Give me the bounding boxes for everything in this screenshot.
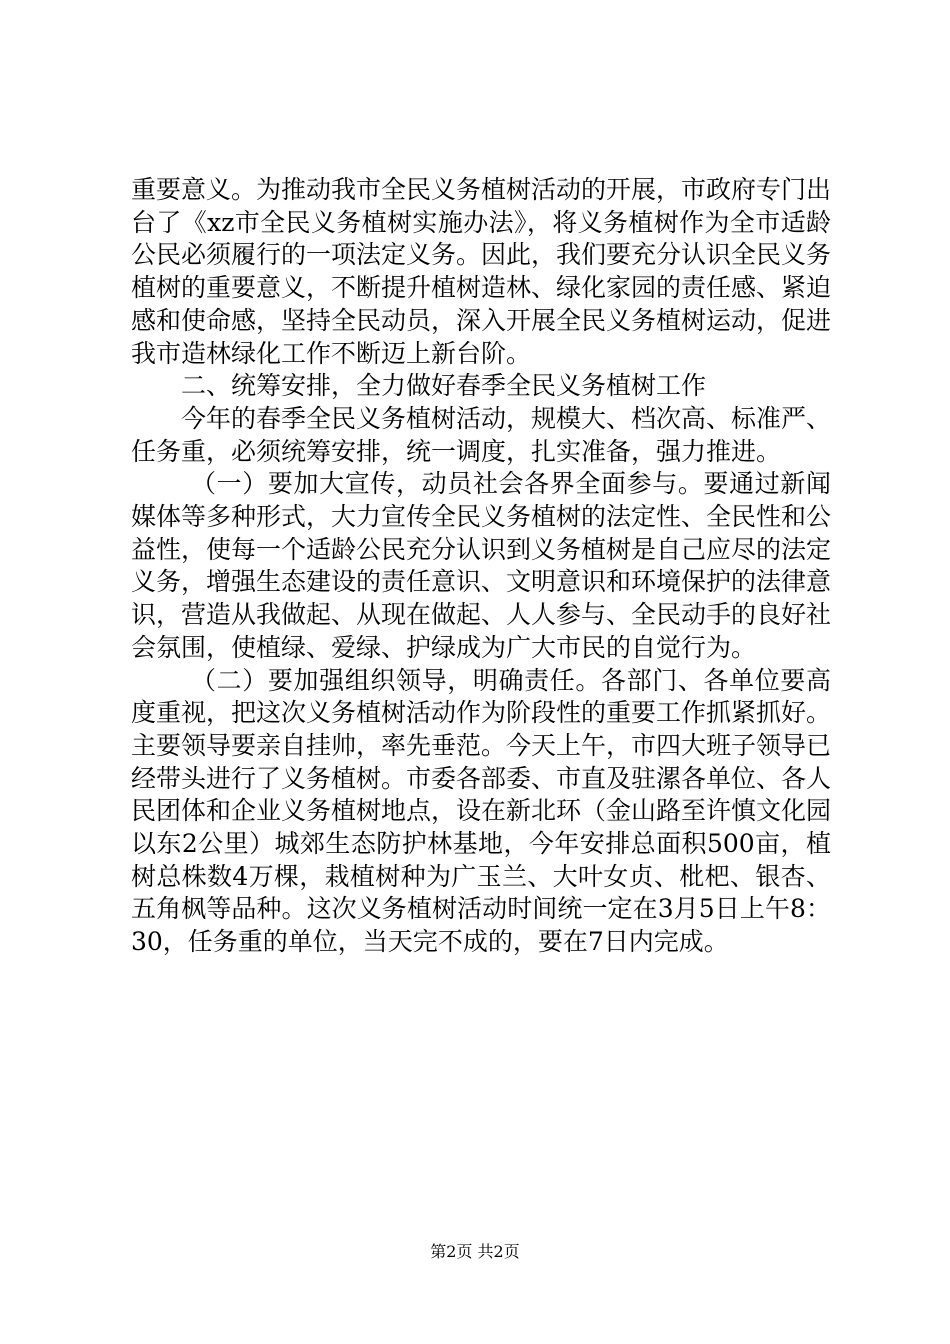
paragraph-item-1: （一）要加大宣传，动员社会各界全面参与。要通过新闻媒体等多种形式，大力宣传全民义务植树的法定性、全民性和公益性，使每一个适龄公民充分认识到义务植树是自己应尽的法定义务，增强生态建设的责任意识、文明意识和环境保护的法律意识，营造从我做起、从现在做起、人人参与、全民动手的良好社会氛围，使植绿、爱绿、护绿成为广大市民的自觉行为。 xyxy=(131,469,832,662)
page-footer: 第2页 共2页 xyxy=(430,1242,520,1261)
paragraph-continuation: 重要意义。为推动我市全民义务植树活动的开展，市政府专门出台了《xz市全民义务植树实施办法》，将义务植树作为全市适龄公民必须履行的一项法定义务。因此，我们要充分认识全民义务植树的重要意义，不断提升植树造林、绿化家园的责任感、紧迫感和使命感，坚持全民动员，深入开展全民义务植树运动，促进我市造林绿化工作不断迈上新台阶。 xyxy=(131,175,832,368)
document-body xyxy=(131,174,831,959)
paragraph-intro: 今年的春季全民义务植树活动，规模大、档次高、标准严、任务重，必须统筹安排，统一调度，扎实准备，强力推进。 xyxy=(131,403,832,466)
paragraph-item-2: （二）要加强组织领导，明确责任。各部门、各单位要高度重视，把这次义务植树活动作为阶段性的重要工作抓紧抓好。主要领导要亲自挂帅，率先垂范。今天上午，市四大班子领导已经带头进行了义务植树。市委各部委、市直及驻漯各单位、各人民团体和企业义务植树地点，设在新北环（金山路至许慎文化园以东2公里）城郊生态防护林基地，今年安排总面积500亩，植树总株数4万棵，栽植树种为广玉兰、大叶女贞、枇杷、银杏、五角枫等品种。这次义务植树活动时间统一定在3月5日上午8：30，任务重的单位，当天完不成的，要在7日内完成。 xyxy=(131,665,832,957)
section-heading: 二、统筹安排，全力做好春季全民义务植树工作 xyxy=(181,371,707,401)
